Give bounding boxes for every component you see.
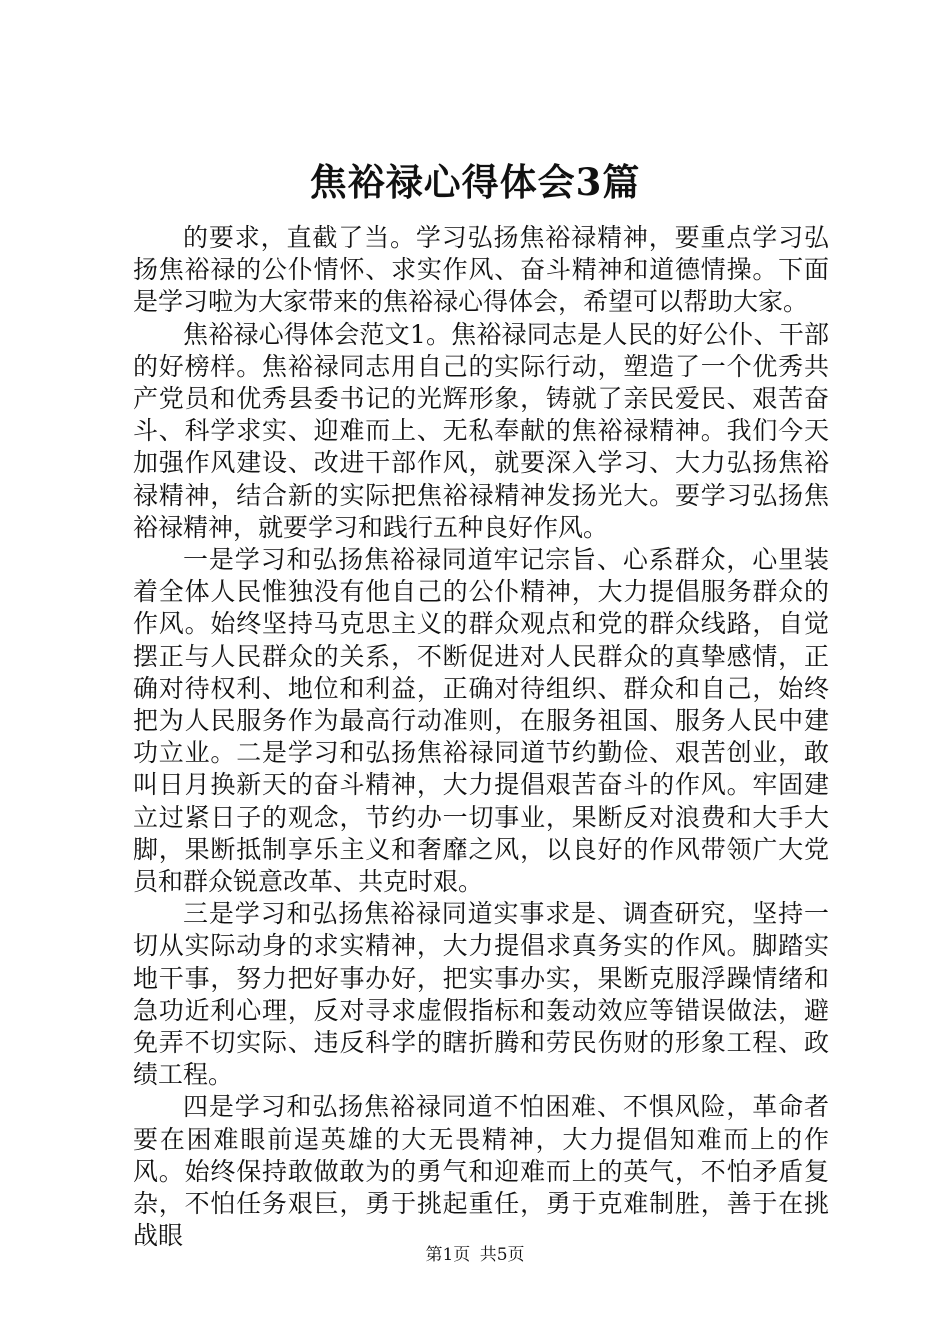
paragraph-point-1-2: 一是学习和弘扬焦裕禄同道牢记宗旨、心系群众，心里装着全体人民惟独没有他自己的公仆精神，大力提倡服务群众的作风。始终坚持马克思主义的群众观点和党的群众线路，自觉摆正与人民群众的关系，不断促进对人民群众的真挚感情，正确对待权利、地位和利益，正确对待组织、群众和自己，始终把为人民服务作为最高行动准则，在服务祖国、服务人民中建功立业。二是学习和弘扬焦裕禄同道节约勤俭、艰苦创业，敢叫日月换新天的奋斗精神，大力提倡艰苦奋斗的作风。牢固建立过紧日子的观念，节约办一切事业，果断反对浪费和大手大脚，果断抵制享乐主义和奢靡之风，以良好的作风带领广大党员和群众锐意改革、共克时艰。	[133, 545, 829, 897]
paragraph-example-1: 焦裕禄心得体会范文1。焦裕禄同志是人民的好公仆、干部的好榜样。焦裕禄同志用自己的实际行动，塑造了一个优秀共产党员和优秀县委书记的光辉形象，铸就了亲民爱民、艰苦奋斗、科学求实、迎难而上、无私奉献的焦裕禄精神。我们今天加强作风建设、改进干部作风，就要深入学习、大力弘扬焦裕禄精神，结合新的实际把焦裕禄精神发扬光大。要学习弘扬焦裕禄精神，就要学习和践行五种良好作风。	[133, 319, 829, 542]
paragraph-intro: 的要求，直截了当。学习弘扬焦裕禄精神，要重点学习弘扬焦裕禄的公仆情怀、求实作风、奋斗精神和道德情操。下面是学习啦为大家带来的焦裕禄心得体会，希望可以帮助大家。	[133, 223, 829, 317]
document-body	[133, 222, 829, 1253]
page-footer	[0, 1244, 950, 1266]
document-title: 焦裕禄心得体会3篇	[309, 160, 641, 204]
page-number: 第1页	[425, 1245, 471, 1265]
page-total: 共5页	[479, 1245, 525, 1265]
paragraph-point-3: 三是学习和弘扬焦裕禄同道实事求是、调查研究，坚持一切从实际动身的求实精神，大力提倡求真务实的作风。脚踏实地干事，努力把好事办好，把实事办实，果断克服浮躁情绪和急功近利心理，反对寻求虚假指标和轰动效应等错误做法，避免弄不切实际、违反科学的瞎折腾和劳民伤财的形象工程、政绩工程。	[133, 899, 829, 1090]
paragraph-point-4: 四是学习和弘扬焦裕禄同道不怕困难、不惧风险，革命者要在困难眼前逞英雄的大无畏精神，大力提倡知难而上的作风。始终保持敢做敢为的勇气和迎难而上的英气，不怕矛盾复杂，不怕任务艰巨，勇于挑起重任，勇于克难制胜，善于在挑战眼	[133, 1092, 829, 1251]
